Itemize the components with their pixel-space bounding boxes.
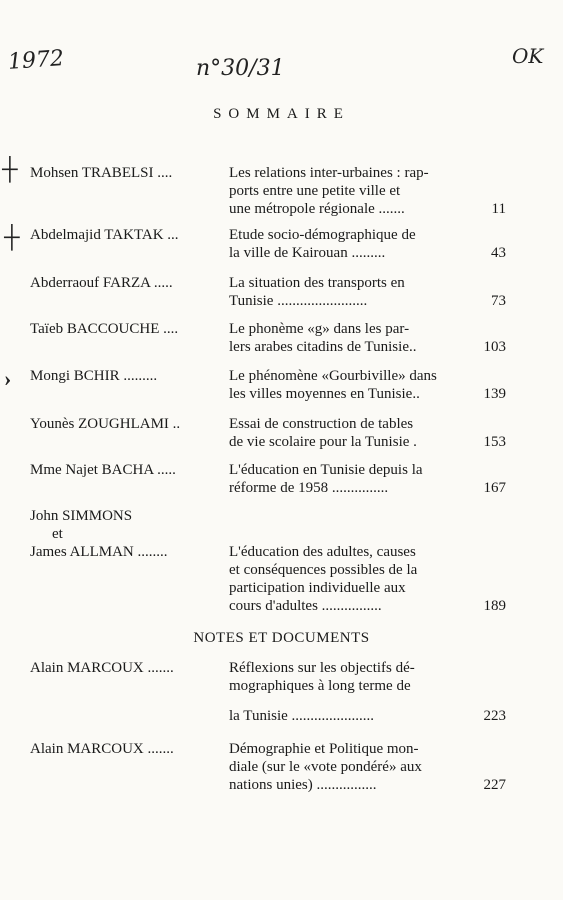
toc-page-number: 43	[491, 245, 506, 261]
handwritten-year: 1972	[7, 46, 65, 75]
toc-description: Réflexions sur les objectifs dé- mographiques à long terme de la Tunisie ......................	[229, 660, 415, 724]
toc-description: L'éducation en Tunisie depuis la réforme de 1958 ...............	[229, 462, 423, 496]
toc-description: Essai de construction de tables de vie scolaire pour la Tunisie .	[229, 416, 417, 450]
toc-page-number: 223	[483, 708, 506, 724]
toc-author: Abderraouf FARZA .....	[30, 275, 173, 291]
section-title: NOTES ET DOCUMENTS	[193, 630, 370, 646]
toc-description: Le phonème «g» dans les par- lers arabes citadins de Tunisie..	[229, 321, 417, 355]
toc-description: Etude socio-démographique de la ville de Kairouan .........	[229, 227, 416, 261]
toc-author: Younès ZOUGHLAMI ..	[30, 416, 181, 432]
toc-author: Alain MARCOUX .......	[30, 741, 174, 757]
toc-page-number: 139	[483, 386, 506, 402]
toc-author: Abdelmajid TAKTAK ...	[30, 227, 179, 243]
toc-author: Mongi BCHIR .........	[30, 368, 158, 384]
toc-description: Les relations inter-urbaines : rap- ports entre une petite ville et une métropole régionale .......	[229, 165, 429, 217]
toc-page-number: 189	[483, 598, 506, 614]
toc-page-number: 153	[483, 434, 506, 450]
toc-description: Le phénomène «Gourbiville» dans les villes moyennes en Tunisie..	[229, 368, 437, 402]
toc-author: Alain MARCOUX .......	[30, 660, 174, 676]
toc-page-number: 73	[491, 293, 506, 309]
toc-description: L'éducation des adultes, causes et conséquences possibles de la participation individuelle aux cours d'adultes ................	[229, 544, 418, 614]
handwritten-arrow-mark: ›	[4, 366, 12, 391]
toc-page-number: 227	[483, 777, 506, 793]
toc-author: Mohsen TRABELSI ....	[30, 165, 173, 181]
toc-page-number: 11	[491, 201, 506, 217]
toc-author: Mme Najet BACHA .....	[30, 462, 176, 478]
handwritten-cross-mark: ┼	[2, 156, 18, 181]
toc-author: John SIMMONS et James ALLMAN ........	[30, 508, 168, 560]
toc-description: La situation des transports en Tunisie ........................	[229, 275, 405, 309]
toc-page-number: 103	[483, 339, 506, 355]
toc-description: Démographie et Politique mon- diale (sur le «vote pondéré» aux nations unies) ................	[229, 741, 422, 793]
page-title: SOMMAIRE	[213, 106, 350, 122]
handwritten-ok-mark: OK	[512, 44, 544, 68]
handwritten-cross-mark: ┼	[4, 224, 20, 249]
toc-author: Taïeb BACCOUCHE ....	[30, 321, 179, 337]
toc-page-number: 167	[483, 480, 506, 496]
handwritten-issue-number: n°30/31	[196, 56, 285, 81]
